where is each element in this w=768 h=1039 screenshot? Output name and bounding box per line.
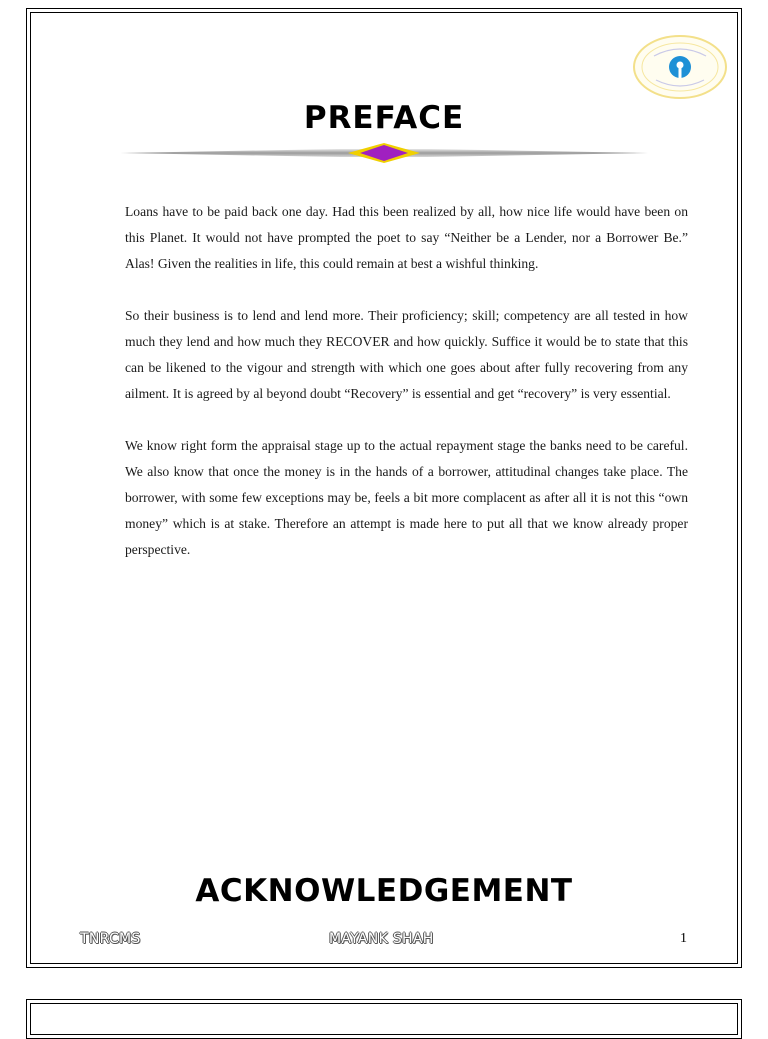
footer-left-text: TNRCMS	[80, 931, 141, 947]
acknowledgement-heading: ACKNOWLEDGEMENT	[195, 873, 573, 909]
bank-logo-icon	[632, 34, 728, 100]
footer-author: MAYANK SHAH	[329, 931, 434, 947]
paragraph-2: So their business is to lend and lend more. Their proficiency; skill; competency are all tested in how much they lend and how much they RECOVER and how quickly. Suffice it would be to state that this can be likened to the vigour and strength with which one goes about after fully recovering from any ailment. It is agreed by al beyond doubt “Recovery” is essential and get “recovery” is very essential.	[125, 308, 688, 401]
next-page-border	[26, 999, 742, 1039]
preface-body	[125, 199, 688, 589]
paragraph-1: Loans have to be paid back one day. Had this been realized by all, how nice life would have been on this Planet. It would not have prompted the poet to say “Neither be a Lender, nor a Borrower Be.” Alas! Given the realities in life, this could remain at best a wishful thinking.	[125, 204, 688, 271]
page-number: 1	[680, 931, 687, 946]
paragraph-3: We know right form the appraisal stage up to the actual repayment stage the banks need to be careful. We also know that once the money is in the hands of a borrower, attitudinal changes take place. The borrower, with some few exceptions may be, feels a bit more complacent as after all it is not this “own money” which is at stake. Therefore an attempt is made here to put all that we know already proper perspective.	[125, 438, 688, 557]
title-divider-ornament	[120, 140, 648, 166]
page-title: PREFACE	[303, 100, 465, 136]
